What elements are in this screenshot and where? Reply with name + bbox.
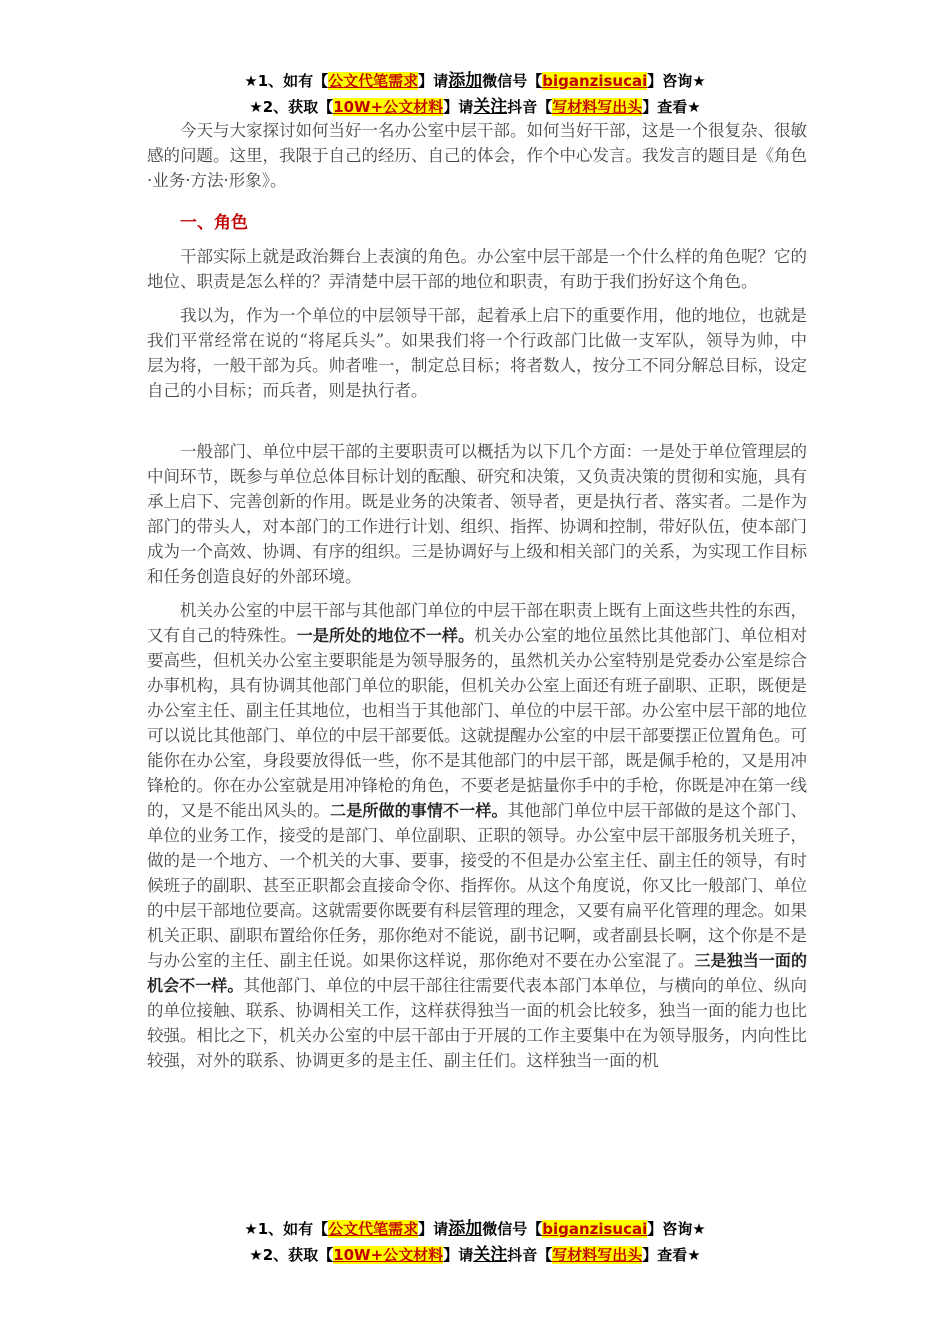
- banner-text: ★1、如有【: [244, 1220, 329, 1238]
- banner-text: 】请: [443, 1246, 474, 1264]
- intro-paragraph: 今天与大家探讨如何当好一名办公室中层干部。如何当好干部，这是一个很复杂、很敏感的问题。这里，我限于自己的经历、自己的体会，作个中心发言。我发言的题目是《角色·业务·方法·形象》。: [147, 121, 807, 190]
- top-banner-line-2: [0, 94, 950, 120]
- banner-text: 】查看★: [642, 1246, 701, 1264]
- wechat-id-link[interactable]: biganzisucai: [542, 72, 648, 90]
- paragraph-1: 干部实际上就是政治舞台上表演的角色。办公室中层干部是一个什么样的角色呢？它的地位、职责是怎么样的？弄清楚中层干部的地位和职责，有助于我们扮好这个角色。: [147, 247, 807, 291]
- paragraph-4-text: 机关办公室的地位虽然比其他部门、单位相对要高些，但机关办公室主要职能是为领导服务的，虽然机关办公室特别是党委办公室是综合办事机构，具有协调其他部门单位的职能，但机关办公室上面还有班子副职、正职，既便是办公室主任、副主任其地位，也相当于其他部门、单位的中层干部。办公室中层干部的地位可以说比其他部门、单位的中层干部要低。这就提醒办公室的中层干部要摆正位置角色。可能你在办公室，身段要放得低一些，你不是其他部门的中层干部，既是佩手枪的，又是用冲锋枪的。你在办公室就是用冲锋枪的角色，不要老是掂量你手中的手枪，你既是冲在第一线的，又是不能出风头的。: [147, 626, 807, 820]
- banner-text: 】请: [418, 1220, 449, 1238]
- banner-text: 】查看★: [642, 98, 701, 116]
- banner-text: 】咨询★: [647, 1220, 706, 1238]
- banner-text: 微信号【: [482, 1220, 543, 1238]
- article-body-section-1: [147, 244, 807, 1073]
- paragraph-3: 一般部门、单位中层干部的主要职责可以概括为以下几个方面：一是处于单位管理层的中间环节，既参与单位总体目标计划的酝酿、研究和决策，又负责决策的贯彻和实施，具有承上启下、完善创新的作用。既是业务的决策者、领导者，更是执行者、落实者。二是作为部门的带头人，对本部门的工作进行计划、组织、指挥、协调和控制，带好队伍，使本部门成为一个高效、协调、有序的组织。三是协调好与上级和相关部门的关系，为实现工作目标和任务创造良好的外部环境。: [147, 442, 807, 586]
- paragraph-4-text: 机关办公室的中层干部与其他部门单位的中层干部在职责上既有上面这些共性的东西，又有自己的特殊性。: [147, 601, 807, 645]
- banner-highlight: 10W+公文材料: [333, 98, 444, 116]
- banner-emphasis: 关注: [473, 97, 508, 117]
- bottom-banner-line-1: [0, 1216, 950, 1242]
- banner-emphasis: 添加: [448, 1219, 483, 1239]
- douyin-account-link[interactable]: 写材料写出头: [552, 98, 643, 116]
- banner-text: 】咨询★: [647, 72, 706, 90]
- paragraph-4-bold: 一是所处的地位不一样。: [296, 626, 475, 645]
- paragraph-4-bold: 三是独当一面的机会不一样。: [147, 951, 807, 995]
- banner-text: 】请: [418, 72, 449, 90]
- blank-gap: [147, 403, 807, 439]
- paragraph-4-text: 其他部门单位中层干部做的是这个部门、单位的业务工作，接受的是部门、单位副职、正职的领导。办公室中层干部服务机关班子，做的是一个地方、一个机关的大事、要事，接受的不但是办公室主任、副主任的领导，有时候班子的副职、甚至正职都会直接命令你、指挥你。从这个角度说，你又比一般部门、单位的中层干部地位要高。这就需要你既要有科层管理的理念，又要有扁平化管理的理念。如果机关正职、副职布置给你任务，那你绝对不能说，副书记啊，或者副县长啊，这个你是不是与办公室的主任、副主任说。如果你这样说，那你绝对不要在办公室混了。: [147, 801, 807, 970]
- paragraph-4-bold: 二是所做的事情不一样。: [330, 801, 508, 820]
- top-banner-line-1: [0, 68, 950, 94]
- banner-text: 抖音【: [507, 98, 553, 116]
- banner-text: 】请: [443, 98, 474, 116]
- banner-highlight: 10W+公文材料: [333, 1246, 444, 1264]
- banner-emphasis: 添加: [448, 71, 483, 91]
- banner-text: ★1、如有【: [244, 72, 329, 90]
- banner-highlight: 公文代笔需求: [328, 1220, 419, 1238]
- bottom-banner-line-2: [0, 1242, 950, 1268]
- douyin-account-link[interactable]: 写材料写出头: [552, 1246, 643, 1264]
- paragraph-2: 我以为，作为一个单位的中层领导干部，起着承上启下的重要作用，他的地位，也就是我们平常经常在说的“将尾兵头”。如果我们将一个行政部门比做一支军队，领导为帅，中层为将，一般干部为兵。帅者唯一，制定总目标；将者数人，按分工不同分解总目标，设定自己的小目标；而兵者，则是执行者。: [147, 306, 807, 400]
- paragraph-4-text: 其他部门、单位的中层干部往往需要代表本部门本单位，与横向的单位、纵向的单位接触、联系、协调相关工作，这样获得独当一面的机会比较多，独当一面的能力也比较强。相比之下，机关办公室的中层干部由于开展的工作主要集中在为领导服务，内向性比较强，对外的联系、协调更多的是主任、副主任们。这样独当一面的机: [147, 976, 807, 1070]
- banner-text: 微信号【: [482, 72, 543, 90]
- banner-text: ★2、获取【: [249, 1246, 334, 1264]
- banner-highlight: 公文代笔需求: [328, 72, 419, 90]
- article-body: [147, 118, 807, 193]
- banner-text: 抖音【: [507, 1246, 553, 1264]
- section-heading: 一、角色: [180, 213, 248, 233]
- wechat-id-link[interactable]: biganzisucai: [542, 1220, 648, 1238]
- paragraph-4: [147, 598, 807, 1073]
- banner-text: ★2、获取【: [249, 98, 334, 116]
- banner-emphasis: 关注: [473, 1245, 508, 1265]
